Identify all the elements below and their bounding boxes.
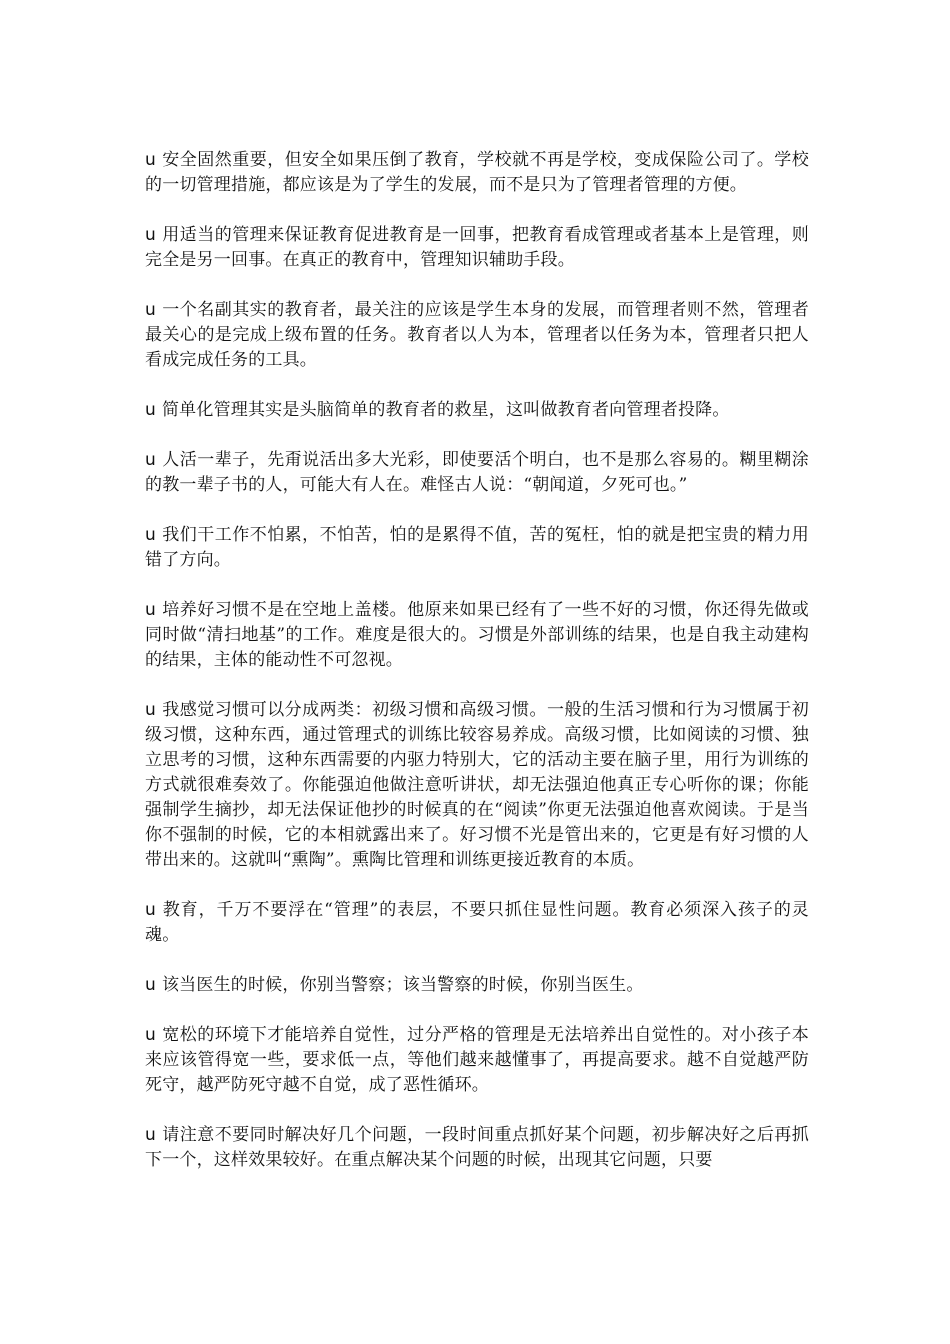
paragraph — [145, 448, 809, 498]
paragraph — [145, 973, 809, 998]
paragraph-text: 该当医生的时候，你别当警察；该当警察的时候，你别当医生。 — [161, 975, 644, 995]
paragraph-text: 人活一辈子，先甭说活出多大光彩，即使要活个明白，也不是那么容易的。糊里糊涂的教一辈子书的人，可能大有人在。难怪古人说：“朝闻道，夕死可也。” — [145, 450, 809, 495]
paragraph — [145, 298, 809, 373]
paragraph — [145, 898, 809, 948]
bullet-marker: u — [145, 450, 156, 470]
bullet-marker: u — [145, 1125, 156, 1145]
paragraph — [145, 1123, 809, 1173]
paragraph-text: 我感觉习惯可以分成两类：初级习惯和高级习惯。一般的生活习惯和行为习惯属于初级习惯，这种东西，通过管理式的训练比较容易养成。高级习惯，比如阅读的习惯、独立思考的习惯，这种东西需要的内驱力特别大，它的活动主要在脑子里，用行为训练的方式就很难奏效了。你能强迫他做注意听讲状，却无法强迫他真正专心听你的课；你能强制学生摘抄，却无法保证他抄的时候真的在“阅读”你更无法强迫他喜欢阅读。于是当你不强制的时候，它的本相就露出来了。好习惯不光是管出来的，它更是有好习惯的人带出来的。这就叫“熏陶”。熏陶比管理和训练更接近教育的本质。 — [145, 700, 809, 870]
paragraph-text: 请注意不要同时解决好几个问题，一段时间重点抓好某个问题，初步解决好之后再抓下一个，这样效果较好。在重点解决某个问题的时候，出现其它问题，只要 — [145, 1125, 809, 1170]
paragraph-text: 我们干工作不怕累，不怕苦，怕的是累得不值，苦的冤枉，怕的就是把宝贵的精力用错了方向。 — [145, 525, 809, 570]
paragraph — [145, 398, 809, 423]
bullet-marker: u — [145, 525, 156, 545]
bullet-marker: u — [145, 150, 156, 170]
paragraph — [145, 523, 809, 573]
paragraph-text: 宽松的环境下才能培养自觉性，过分严格的管理是无法培养出自觉性的。对小孩子本来应该管得宽一些，要求低一点，等他们越来越懂事了，再提高要求。越不自觉越严防死守，越严防死守越不自觉，成了恶性循环。 — [145, 1025, 809, 1095]
paragraph-text: 一个名副其实的教育者，最关注的应该是学生本身的发展，而管理者则不然，管理者最关心的是完成上级布置的任务。教育者以人为本，管理者以任务为本，管理者只把人看成完成任务的工具。 — [145, 300, 809, 370]
bullet-marker: u — [145, 975, 156, 995]
paragraph-text: 简单化管理其实是头脑简单的教育者的救星，这叫做教育者向管理者投降。 — [161, 400, 730, 420]
bullet-marker: u — [145, 1025, 156, 1045]
paragraph-text: 教育，千万不要浮在“管理”的表层，不要只抓住显性问题。教育必须深入孩子的灵魂。 — [145, 900, 809, 945]
paragraph-text: 用适当的管理来保证教育促进教育是一回事，把教育看成管理或者基本上是管理，则完全是另一回事。在真正的教育中，管理知识辅助手段。 — [145, 225, 809, 270]
paragraph — [145, 1023, 809, 1098]
bullet-marker: u — [145, 400, 156, 420]
paragraph — [145, 698, 809, 873]
paragraph-text: 安全固然重要，但安全如果压倒了教育，学校就不再是学校，变成保险公司了。学校的一切管理措施，都应该是为了学生的发展，而不是只为了管理者管理的方便。 — [145, 150, 809, 195]
paragraph-text: 培养好习惯不是在空地上盖楼。他原来如果已经有了一些不好的习惯，你还得先做或同时做“清扫地基”的工作。难度是很大的。习惯是外部训练的结果，也是自我主动建构的结果，主体的能动性不可忽视。 — [145, 600, 809, 670]
paragraph — [145, 148, 809, 198]
bullet-marker: u — [145, 900, 156, 920]
paragraph — [145, 598, 809, 673]
bullet-marker: u — [145, 225, 156, 245]
paragraph — [145, 223, 809, 273]
document-body — [145, 148, 809, 1198]
bullet-marker: u — [145, 600, 156, 620]
bullet-marker: u — [145, 700, 156, 720]
bullet-marker: u — [145, 300, 156, 320]
